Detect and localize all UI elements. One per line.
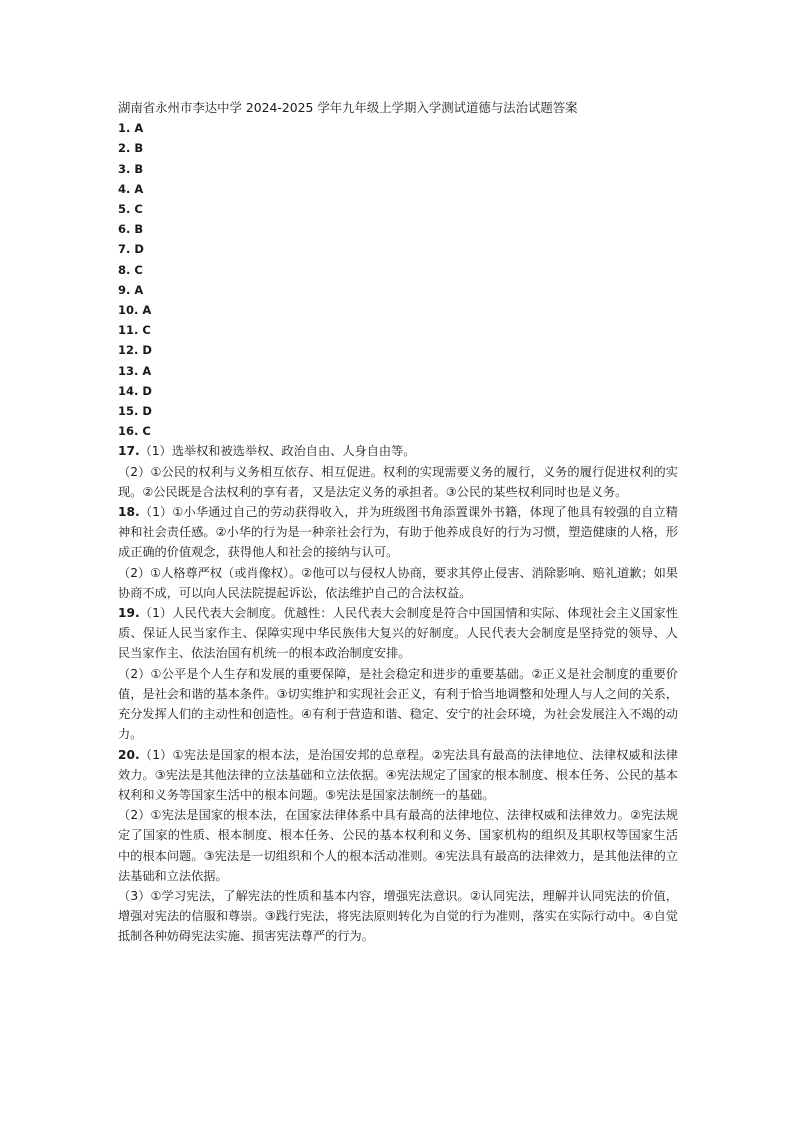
answer-sheet (118, 98, 678, 947)
answer-text: （3）①学习宪法，了解宪法的性质和基本内容，增强宪法意识。②认同宪法，理解并认同宪法的价值，增强对宪法的信服和尊崇。③践行宪法，将宪法原则转化为自觉的行为准则，落实在实际行动中。④自觉抵制各种妨碍宪法实施、损害宪法尊严的行为。 (118, 888, 678, 944)
question-number: 17. (118, 444, 140, 459)
answer-paragraph (118, 603, 678, 664)
answer-paragraph (118, 664, 678, 745)
answer-item: 14. D (118, 383, 152, 398)
answer-item: 12. D (118, 343, 152, 358)
answer-text: （2）①公平是个人生存和发展的重要保障，是社会稳定和进步的重要基础。②正义是社会制度的重要价值，是社会和谐的基本条件。③切实维护和实现社会正义，有利于恰当地调整和处理人与人之间的关系，充分发挥人们的主动性和创造性。④有利于营造和谐、稳定、安宁的社会环境，为社会发展注入不竭的动力。 (118, 666, 678, 742)
question-number: 18. (118, 505, 140, 520)
answer-item: 4. A (118, 181, 144, 196)
answer-item: 2. B (118, 141, 144, 156)
answer-paragraph (118, 462, 678, 502)
answer-item: 13. A (118, 363, 152, 378)
answer-text: （1）选举权和被选举权、政治自由、人身自由等。 (139, 444, 416, 459)
open-question-answers (118, 441, 678, 946)
answer-paragraph (118, 441, 678, 461)
answer-paragraph (118, 805, 678, 886)
answer-text: （1）①宪法是国家的根本法，是治国安邦的总章程。②宪法具有最高的法律地位、法律权威和法律效力。③宪法是其他法律的立法基础和立法依据。④宪法规定了国家的根本制度、根本任务、公民的基本权利和义务等国家生活中的根本问题。⑤宪法是国家法制统一的基础。 (118, 747, 678, 802)
multiple-choice-answers (118, 118, 678, 441)
answer-item: 11. C (118, 323, 151, 338)
answer-item: 5. C (118, 202, 143, 217)
answer-text: （2）①人格尊严权（或肖像权）。②他可以与侵权人协商，要求其停止侵害、消除影响、赔礼道歉；如果协商不成，可以向人民法院提起诉讼，依法维护自己的合法权益。 (118, 565, 678, 600)
answer-item: 8. C (118, 262, 143, 277)
answer-item: 7. D (118, 242, 144, 257)
question-number: 20. (118, 747, 140, 762)
answer-text: （2）①公民的权利与义务相互依存、相互促进。权利的实现需要义务的履行，义务的履行促进权利的实现。②公民既是合法权利的享有者，又是法定义务的承担者。③公民的某些权利同时也是义务。 (118, 464, 678, 499)
answer-paragraph (118, 745, 678, 806)
answer-text: （1）①小华通过自己的劳动获得收入，并为班级图书角添置课外书籍，体现了他具有较强的自立精神和社会责任感。②小华的行为是一种亲社会行为，有助于他养成良好的行为习惯，塑造健康的人格，形成正确的价值观念，获得他人和社会的接纳与认可。 (118, 505, 678, 560)
document-title: 湖南省永州市李达中学 2024-2025 学年九年级上学期入学测试道德与法治试题答案 (118, 100, 578, 115)
answer-item: 16. C (118, 424, 151, 439)
answer-item: 15. D (118, 404, 152, 419)
answer-item: 1. A (118, 121, 144, 136)
answer-text: （1）人民代表大会制度。优越性：人民代表大会制度是符合中国国情和实际、体现社会主义国家性质、保证人民当家作主、保障实现中华民族伟大复兴的好制度。人民代表大会制度是坚持党的领导、人民当家作主、依法治国有机统一的根本政治制度安排。 (118, 606, 678, 661)
answer-item: 9. A (118, 282, 144, 297)
answer-item: 3. B (118, 161, 144, 176)
answer-text: （2）①宪法是国家的根本法，在国家法律体系中具有最高的法律地位、法律权威和法律效力。②宪法规定了国家的性质、根本制度、根本任务、公民的基本权利和义务、国家机构的组织及其职权等国家生活中的根本问题。③宪法是一切组织和个人的根本活动准则。④宪法具有最高的法律效力，是其他法律的立法基础和立法依据。 (118, 808, 678, 883)
answer-item: 10. A (118, 303, 152, 318)
answer-paragraph (118, 886, 678, 947)
answer-item: 6. B (118, 222, 144, 237)
answer-paragraph (118, 502, 678, 563)
question-number: 19. (118, 606, 140, 621)
answer-paragraph (118, 563, 678, 603)
